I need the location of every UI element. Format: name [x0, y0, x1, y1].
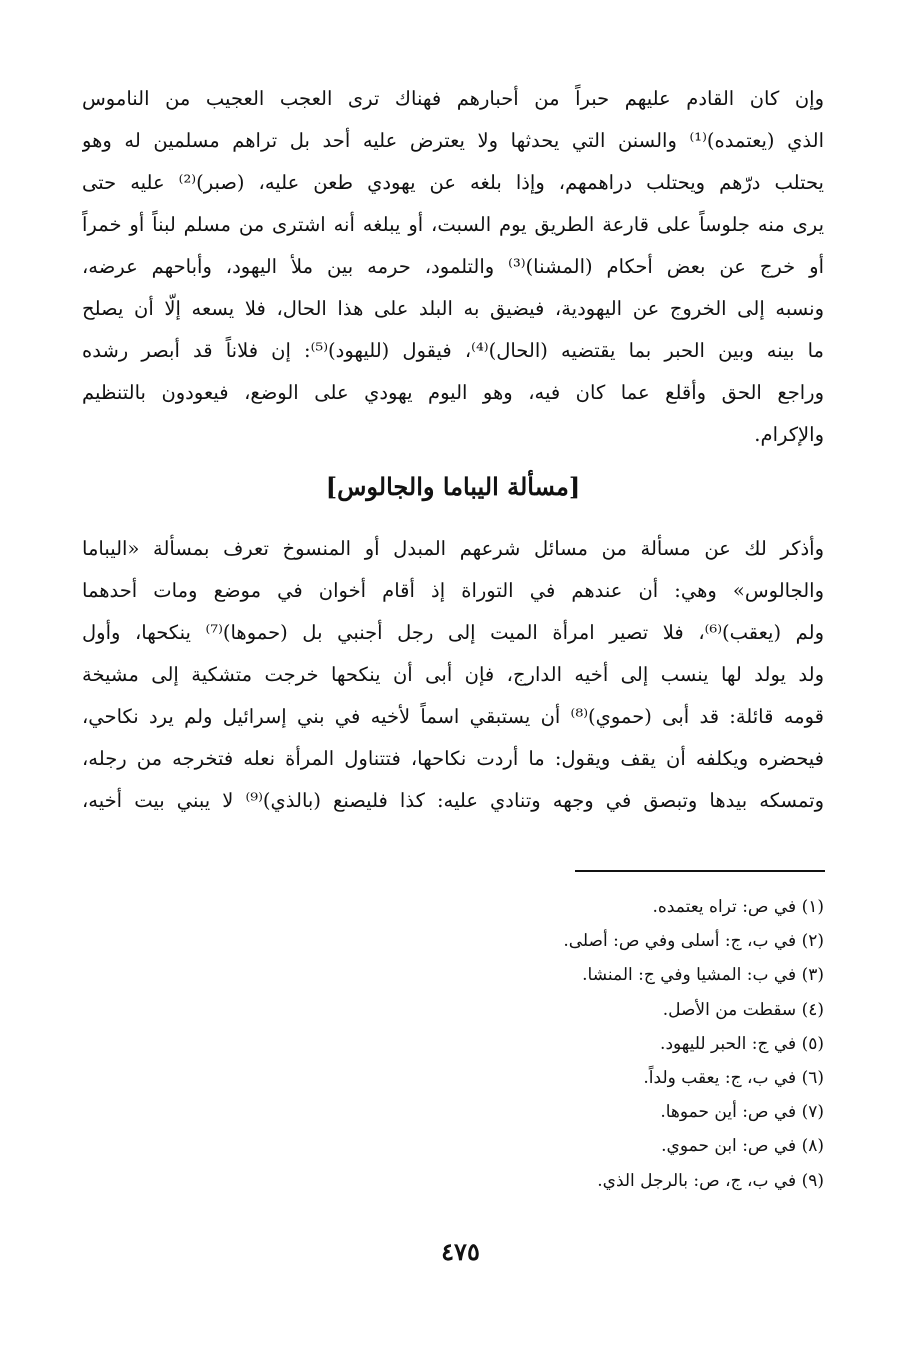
text-line: والإكرام.	[754, 423, 824, 446]
page-number: ٤٧٥	[441, 1237, 480, 1266]
footnote-divider	[575, 870, 825, 872]
text-line: فيحضره ويكلفه أن يقف ويقول: ما أردت نكاحها، فتتناول المرأة نعله فتخرجه من رجله،	[82, 747, 824, 770]
text-line: والجالوس» وهي: أن عندهم في التوراة إذ أقام أخوان في موضع ومات أحدهما	[82, 579, 824, 602]
text-line: قومه قائلة: قد أبى (حموي)⁽⁸⁾ أن يستبقي اسماً لأخيه في بني إسرائيل ولم يرد نكاحي،	[82, 705, 824, 728]
footnote: (٥) في ج: الحبر لليهود.	[660, 1033, 824, 1054]
text-line: وإن كان القادم عليهم حبراً من أحبارهم فهناك ترى العجب العجيب من الناموس	[82, 87, 824, 110]
section-heading: [مسألة اليباما والجالوس]	[325, 472, 581, 501]
paragraph-1	[82, 78, 824, 456]
footnote: (٧) في ص: أين حموها.	[660, 1102, 824, 1123]
footnote: (٦) في ب، ج: يعقب ولداً.	[643, 1067, 824, 1088]
footnote: (٢) في ب، ج: أسلى وفي ص: أصلى.	[563, 931, 824, 952]
text-line: يحتلب درّهم ويحتلب دراهمهم، وإذا بلغه عن يهودي طعن عليه، (صبر)⁽²⁾ عليه حتى	[82, 171, 824, 194]
footnote: (١) في ص: تراه يعتمده.	[652, 897, 824, 917]
text-line: وتمسكه بيدها وتبصق في وجهه وتنادي عليه: كذا فليصنع (بالذي)⁽⁹⁾ لا يبني بيت أخيه،	[82, 789, 824, 812]
paragraph-2	[82, 528, 824, 822]
text-line: وراجع الحق وأقلع عما كان فيه، وهو اليوم يهودي على الوضع، فيعودون بالتنظيم	[82, 381, 824, 404]
footnotes	[300, 890, 824, 1198]
text-line: وأذكر لك عن مسألة من مسائل شرعهم المبدل أو المنسوخ تعرف بمسألة «اليباما	[82, 537, 824, 560]
text-line: أو خرج عن بعض أحكام (المشنا)⁽³⁾ والتلمود، حرمه بين ملأ اليهود، وأباحهم عرضه،	[82, 255, 824, 278]
footnote: (٤) سقطت من الأصل.	[662, 999, 824, 1020]
text-line: يرى منه جلوساً على قارعة الطريق يوم السبت، أو يبلغه أنه اشترى من مسلم لبناً أو خمراً	[82, 213, 824, 236]
text-line: الذي (يعتمده)⁽¹⁾ والسنن التي يحدثها ولا يعترض عليه أحد بل تراهم مسلمين له وهو	[82, 129, 824, 152]
footnote: (٣) في ب: المشيا وفي ج: المنشا.	[582, 965, 824, 986]
footnote: (٩) في ب، ج، ص: بالرجل الذي.	[597, 1170, 824, 1191]
text-line: ولم (يعقب)⁽⁶⁾، فلا تصير امرأة الميت إلى رجل أجنبي بل (حموها)⁽⁷⁾ ينكحها، وأول	[82, 621, 824, 644]
text-line: ولد يولد لها ينسب إلى أخيه الدارج، فإن أبى أن ينكحها خرجت متشكية إلى مشيخة	[82, 663, 824, 686]
text-line: ما بينه وبين الحبر بما يقتضيه (الحال)⁽⁴⁾، فيقول (لليهود)⁽⁵⁾: إن فلاناً قد أبصر رشده	[82, 339, 824, 362]
footnote: (٨) في ص: ابن حموي.	[661, 1136, 824, 1157]
text-line: ونسبه إلى الخروج عن اليهودية، فيضيق به البلد على هذا الحال، فلا يسعه إلّا أن يصلح	[82, 297, 824, 320]
